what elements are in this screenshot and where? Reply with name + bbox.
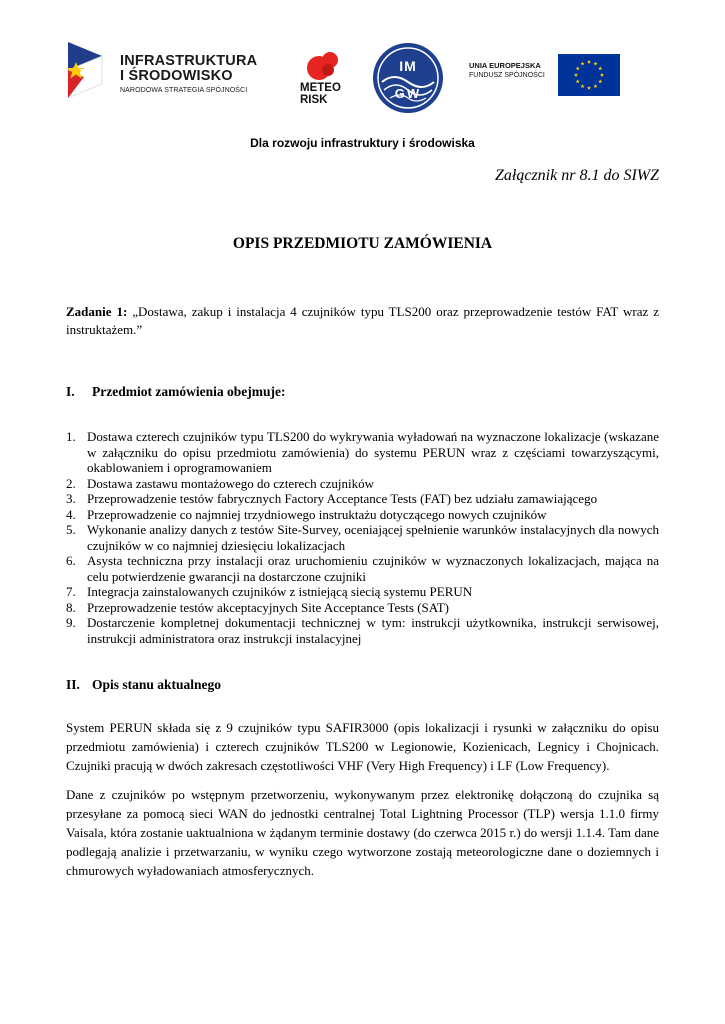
section-1-number: I. bbox=[66, 384, 75, 399]
header-logos bbox=[62, 40, 662, 120]
section-1-heading bbox=[66, 384, 285, 400]
logo-infrastruktura bbox=[62, 40, 272, 110]
list-item-number: 1. bbox=[66, 429, 76, 444]
list-item-text: Wykonanie analizy danych z testów Site-Survey, oceniającej spełnienie warunków instalacyjnych dla nowych czujników w co najmniej dziesięciu lokalizacjach bbox=[87, 522, 659, 553]
list-item-number: 5. bbox=[66, 522, 76, 537]
list-item-number: 4. bbox=[66, 506, 76, 522]
infrastruktura-flag-icon bbox=[62, 42, 110, 98]
logo-imgw-top: IM bbox=[399, 58, 417, 74]
section-2-title: Opis stanu aktualnego bbox=[92, 677, 222, 692]
logo-ue-line2: FUNDUSZ SPÓJNOŚCI bbox=[469, 72, 545, 79]
logo-infrastruktura-line1: INFRASTRUKTURA bbox=[120, 53, 258, 69]
list-item-text: Integracja zainstalowanych czujników z istniejącą siecią systemu PERUN bbox=[87, 584, 473, 599]
list-item bbox=[66, 429, 659, 476]
list-item-text: Asysta techniczna przy instalacji oraz uruchomieniu czujników w wyznaczonych lokalizacjach, mająca na celu potwierdzenie gwarancji na dostarczone czujniki bbox=[87, 553, 659, 584]
logo-imgw bbox=[372, 42, 444, 114]
logo-meteo-risk-line1: METEO bbox=[300, 82, 341, 94]
list-item bbox=[66, 491, 659, 507]
list-item-text: Przeprowadzenie testów akceptacyjnych Site Acceptance Tests (SAT) bbox=[87, 599, 449, 615]
list-item-number: 9. bbox=[66, 615, 76, 630]
list-item bbox=[66, 615, 659, 646]
list-item bbox=[66, 476, 659, 492]
page-title: OPIS PRZEDMIOTU ZAMÓWIENIA bbox=[232, 235, 493, 252]
list-item-number: 7. bbox=[66, 584, 76, 599]
scope-list bbox=[66, 429, 659, 646]
logo-ue-line1: UNIA EUROPEJSKA bbox=[469, 61, 541, 70]
list-item-number: 3. bbox=[66, 491, 76, 506]
list-item-text: Dostawa zastawu montażowego do czterech czujników bbox=[87, 475, 374, 491]
meteo-risk-icon bbox=[302, 50, 346, 82]
task-description bbox=[66, 303, 659, 339]
section-2-number: II. bbox=[66, 677, 80, 692]
logo-ue-text bbox=[469, 61, 545, 81]
list-item bbox=[66, 522, 659, 553]
paragraph: System PERUN składa się z 9 czujników typu SAFIR3000 (opis lokalizacji i rysunki w załączniku do opisu przedmiotu zamówienia) i czterech czujników TLS200 w Legionowie, Kozienicach, Legnicy i Chojnicach. Czujniki pracują w dwóch zakresach częstotliwości VHF (Very High Frequency) i LF (Low Frequency). bbox=[66, 720, 659, 773]
list-item-text: Dostarczenie kompletnej dokumentacji technicznej w tym: instrukcji użytkownika, instrukcji serwisowej, instrukcji administratora oraz instrukcji instalacyjnej bbox=[87, 615, 659, 646]
logo-meteo-risk bbox=[300, 50, 360, 114]
list-item-text: Przeprowadzenie co najmniej trzydniowego instruktażu dotyczącego nowych czujników bbox=[87, 506, 547, 522]
logo-infrastruktura-line3: NARODOWA STRATEGIA SPÓJNOŚCI bbox=[120, 87, 248, 94]
task-text: „Dostawa, zakup i instalacja 4 czujników typu TLS200 oraz przeprowadzenie testów FAT wraz z instruktażem.” bbox=[66, 304, 660, 337]
list-item-text: Przeprowadzenie testów fabrycznych Factory Acceptance Tests (FAT) bez udziału zamawiającego bbox=[87, 491, 598, 506]
logo-meteo-risk-line2: RISK bbox=[300, 94, 328, 106]
paragraph: Dane z czujników po wstępnym przetworzeniu, wykonywanym przez elektronikę dołączoną do czujnika są przesyłane za pomocą sieci WAN do jednostki centralnej Total Lightning Processor (TLP) wersja 1.1.0 firmy Vaisala, która zostanie uaktualniona w żądanym terminie dostawy (do czerwca 2015 r.) do wersji 1.1.4. Tam dane podlegają analizie i przetwarzaniu, w wyniku czego wytworzone zostają meteorologiczne dane o doziemnych i chmurowych wyładowaniach atmosferycznych. bbox=[66, 787, 659, 878]
slogan: Dla rozwoju infrastruktury i środowiska bbox=[250, 136, 475, 150]
attachment-label: Załącznik nr 8.1 do SIWZ bbox=[495, 167, 659, 184]
list-item-number: 2. bbox=[66, 475, 76, 491]
logo-imgw-bottom: GW bbox=[394, 86, 422, 101]
section-2-heading bbox=[66, 677, 221, 693]
logo-infrastruktura-line2: I ŚRODOWISKO bbox=[120, 68, 233, 84]
list-item-number: 6. bbox=[66, 553, 76, 568]
list-item bbox=[66, 553, 659, 584]
section-1-title: Przedmiot zamówienia obejmuje: bbox=[92, 384, 286, 399]
eu-flag-icon bbox=[558, 54, 620, 96]
list-item bbox=[66, 584, 659, 600]
list-item bbox=[66, 600, 659, 616]
imgw-emblem-icon bbox=[372, 42, 444, 114]
list-item bbox=[66, 507, 659, 523]
list-item-number: 8. bbox=[66, 599, 76, 615]
list-item-text: Dostawa czterech czujników typu TLS200 do wykrywania wyładowań na wyznaczone lokalizacje (wskazane w załączniku do opisu przedmiotu zamówienia) do systemu PERUN wraz z częściami towarzyszącymi, okablowaniem i oprogramowaniem bbox=[87, 429, 659, 475]
task-label: Zadanie 1: bbox=[66, 304, 128, 319]
